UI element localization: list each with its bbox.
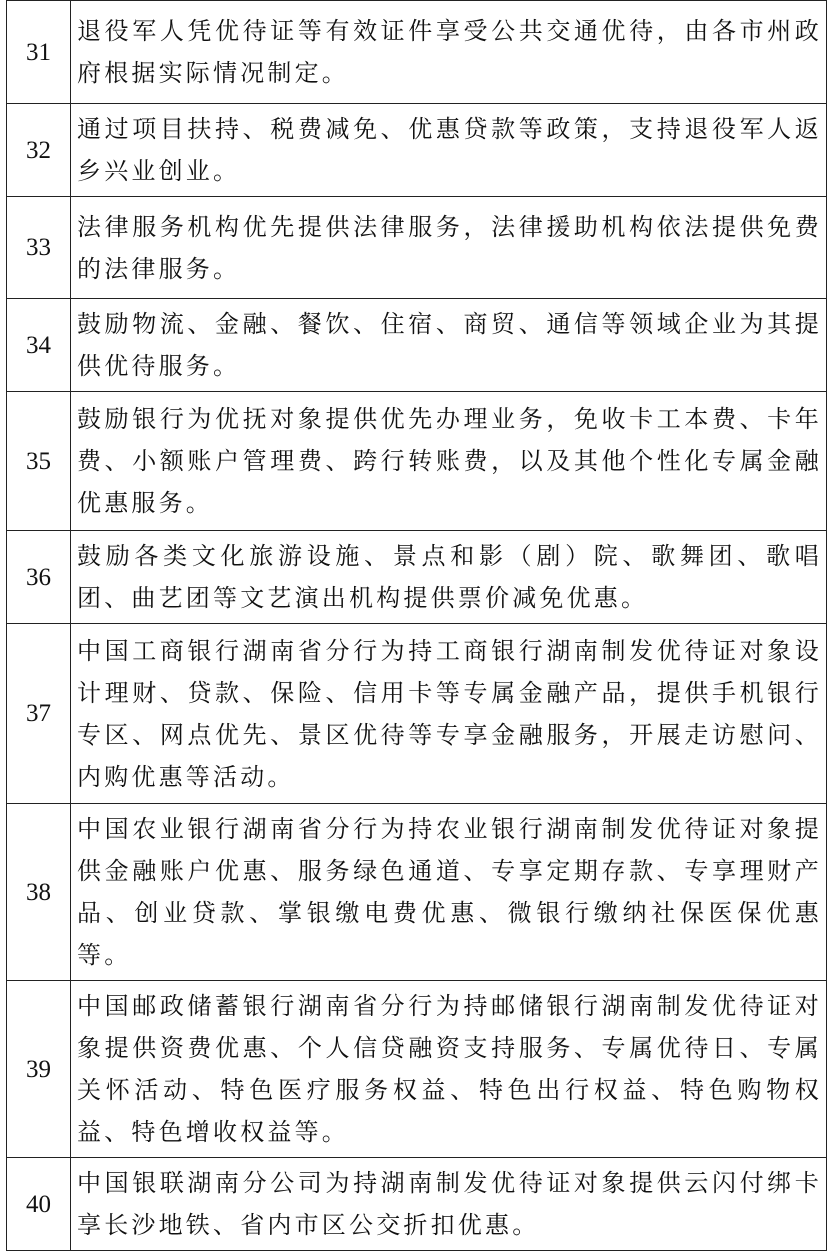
row-text: 鼓励各类文化旅游设施、景点和影（剧）院、歌舞团、歌唱团、曲艺团等文艺演出机构提供票价减免优惠。 xyxy=(71,531,827,624)
row-number: 40 xyxy=(7,1158,71,1251)
table-row xyxy=(7,104,827,197)
row-text: 中国农业银行湖南省分行为持农业银行湖南制发优待证对象提供金融账户优惠、服务绿色通道、专享定期存款、专享理财产品、创业贷款、掌银缴电费优惠、微银行缴纳社保医保优惠等。 xyxy=(71,804,827,981)
table-row xyxy=(7,804,827,981)
row-number: 37 xyxy=(7,624,71,804)
row-number: 33 xyxy=(7,197,71,299)
table-row xyxy=(7,197,827,299)
row-number: 39 xyxy=(7,981,71,1158)
row-number: 35 xyxy=(7,392,71,531)
table-row xyxy=(7,1,827,104)
row-number: 31 xyxy=(7,1,71,104)
row-text: 鼓励物流、金融、餐饮、住宿、商贸、通信等领域企业为其提供优待服务。 xyxy=(71,299,827,392)
row-number: 38 xyxy=(7,804,71,981)
table-row xyxy=(7,392,827,531)
row-number: 34 xyxy=(7,299,71,392)
row-text: 中国工商银行湖南省分行为持工商银行湖南制发优待证对象设计理财、贷款、保险、信用卡等专属金融产品，提供手机银行专区、网点优先、景区优待等专享金融服务，开展走访慰问、内购优惠等活动。 xyxy=(71,624,827,804)
row-text: 退役军人凭优待证等有效证件享受公共交通优待，由各市州政府根据实际情况制定。 xyxy=(71,1,827,104)
row-text: 中国邮政储蓄银行湖南省分行为持邮储银行湖南制发优待证对象提供资费优惠、个人信贷融资支持服务、专属优待日、专属关怀活动、特色医疗服务权益、特色出行权益、特色购物权益、特色增收权益等。 xyxy=(71,981,827,1158)
table-row xyxy=(7,1158,827,1251)
row-text: 通过项目扶持、税费减免、优惠贷款等政策，支持退役军人返乡兴业创业。 xyxy=(71,104,827,197)
table-row xyxy=(7,299,827,392)
row-text: 中国银联湖南分公司为持湖南制发优待证对象提供云闪付绑卡享长沙地铁、省内市区公交折扣优惠。 xyxy=(71,1158,827,1251)
table-row xyxy=(7,624,827,804)
row-text: 法律服务机构优先提供法律服务，法律援助机构依法提供免费的法律服务。 xyxy=(71,197,827,299)
policy-table xyxy=(6,0,827,1251)
table-row xyxy=(7,981,827,1158)
table-row xyxy=(7,531,827,624)
row-text: 鼓励银行为优抚对象提供优先办理业务，免收卡工本费、卡年费、小额账户管理费、跨行转账费，以及其他个性化专属金融优惠服务。 xyxy=(71,392,827,531)
row-number: 36 xyxy=(7,531,71,624)
row-number: 32 xyxy=(7,104,71,197)
